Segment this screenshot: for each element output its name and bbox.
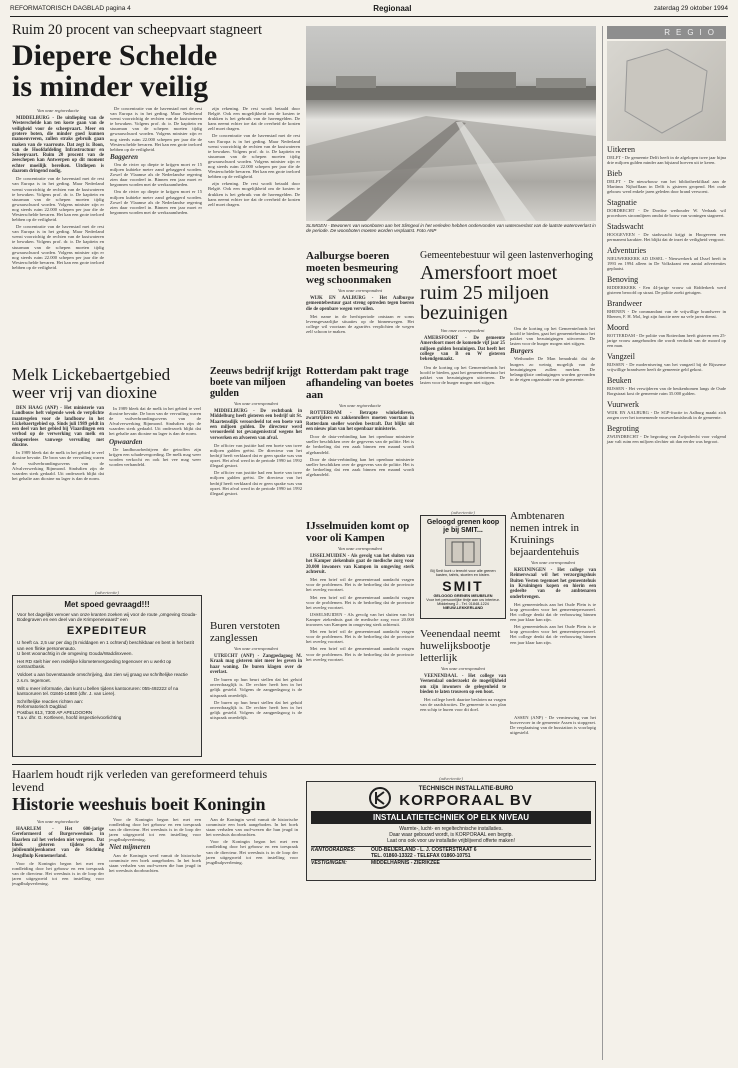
ad-bullet: U heeft ca. 2,5 uur per dag (5 middagen en 1 ochtend) beschikbaar en bent in het bezit van een flinke personenauto.: [17, 640, 194, 651]
ad-text: Daar waar gebouwd wordt, is KORPORAAL een begrip.: [389, 832, 513, 838]
headline: Amersfoort moet ruim 25 miljoen bezuinigen: [420, 262, 558, 324]
ad-contact: Wilt u meer informatie, dan kunt u bellen tijdens kantooruren: 055-492222 of na kantooruren tel. 01846-14860 (dhr. J. van Liere).: [17, 685, 179, 697]
regio-header: REGIO: [607, 26, 726, 39]
ad-tagline: GELOOGD GRENEN MEUBELEN: [433, 593, 493, 598]
headline: Historie weeshuis boeit Koningin: [12, 794, 266, 814]
subhead: Baggeren: [110, 152, 138, 161]
body-text: zijn rekening. De rest wordt betaald door België. Ook een mogelijkheid om de kosten te drukken is het gebruik van de havengelden. De kans neemt echter toe dat de overheid de kosten zelf moet dragen.: [208, 106, 300, 132]
ad-banner: INSTALLATIETECHNIEK OP ELK NIVEAU: [311, 811, 591, 824]
regio-map: [607, 41, 726, 141]
body-text: De officier van justitie had een boete van twee miljoen gulden geëist. De directeur van het bedrijf heeft verklaard dat er geen sprake was van opzet. Het afval werd in de periode 1990 tot 1992 illegaal gestort.: [210, 442, 302, 469]
body-text: Door de data-verbinding kan het openbaar ministerie sneller beschikken over de gegevens van de politie. Het is de bedoeling dat een zaak binnen een maand wordt afgehandeld.: [306, 456, 414, 477]
body-text: Met een brief wil de gemeenteraad aandacht vragen voor de problemen. Het is de bedoeling dat de provincie het overleg voortzet.: [306, 629, 414, 645]
body-text: Voor de Koningin begon het met een rondleiding door het gebouw en een toespraak van de directeur. Het weeshuis is in de loop der jaren uitgegroeid tot een instelling voor jeugdhulpverlening.: [12, 860, 104, 887]
regio-item-text: NIEUWERKERK AD IJSSEL - Nieuwerkerk ad IJssel heeft in 1993 en 1994 alleen in De Volkskrant een aantal advertenties geplaatst.: [607, 256, 726, 271]
regio-item-text: RIJSSEN - De modernisering van het vangzeil bij de Rijssense vrijwillige brandweer heeft de gemeente geld gekost.: [607, 362, 726, 372]
lead: MIDDELBURG - De rechtbank in Middelburg heeft gisteren een bedrijf uit St. Maartensdijk veroordeeld tot een boete van een miljoen gulden. De directeur werd veroordeeld tot gevangenisstraf wegens het verwerken en afvoeren van afval.: [210, 409, 302, 441]
regio-item-head: Beuken: [607, 376, 632, 385]
body-text: IJSSELMUIDEN - Als gevolg van het sluiten van het Kamper ziekenhuis gaat de medische zorg voor 20.000 inwoners van Kampen in omgeving sterk achteruit.: [306, 611, 414, 628]
ad-locations: MIDDELHARNIS - ZIERIKZEE: [371, 860, 440, 866]
article-schelde: [12, 22, 300, 362]
body-text: De officier van justitie had een boete van twee miljoen gulden geëist. De directeur van het bedrijf heeft verklaard dat er geen sprake was van opzet. Het afval werd in de periode 1990 tot 1992 illegaal gestort.: [210, 470, 302, 496]
lead: IJSSELMUIDEN - Als gevolg van het sluiten van het Kamper ziekenhuis gaat de medische zorg voor 20.000 inwoners van Kampen in omgeving sterk achteruit.: [306, 554, 414, 575]
article-ambtenaren: [510, 510, 596, 710]
lead: KRUININGEN - Het college van Reimerswaal wil het verzorgingshuis Buiten Vesten tegemoet het gemeentehuis in Kruiningen kopen en hierin een gedeelte van de ambtenaren onderbrengen.: [510, 568, 596, 600]
article-veenendaal: [420, 628, 506, 760]
article-buren: [210, 620, 302, 760]
ad-field-label: KANTOORADRES:: [311, 847, 356, 853]
article-weeshuis: [12, 768, 302, 1060]
byline: Van onze correspondent: [441, 666, 485, 671]
headline: Zeeuws bedrijf krijgt boete van miljoen gulden: [210, 366, 302, 399]
subhead: Niet mijmeren: [109, 843, 151, 852]
body-text: zijn rekening. De rest wordt betaald door België. Ook een mogelijkheid om de kosten te drukken is het gebruik van de havengelden. De kans neemt echter toe dat de overheid de kosten zelf moet dragen.: [208, 181, 300, 207]
regio-item-text: RIJSSEN - Het verwijderen van de beukenbomen langs de Oude Borgstraat kost de gemeente ruim 35.000 gulden.: [607, 386, 726, 396]
body-text: Voor de Koningin begon het met een rondleiding door het gebouw en een toespraak van de directeur. Het weeshuis is in de loop der jaren uitgegroeid tot een instelling voor jeugdhulpverlening.: [206, 839, 298, 865]
photo-caption: SLIMGEN - Bewoners van woonboten aan het Slimgeul in het verleden hebben ondervonden van wateroverlast van de laatste wateroverlast in de periode. De woonboten moeten worden verplaatst. Foto ANP: [306, 223, 596, 234]
ad-contact: TEL. 01860-13322 - TELEFAX 01860-10751: [371, 853, 471, 859]
body-text: De concentratie van de havenstad met de rest van Europa is in het geding. Maar Nederland wenst voorzichtig de rechten van de kustwateren te bewaken. Volgens prof. dr. ir. De kapitein en stuurman van de schepen moeten tijdig gewaarschuwd worden. Volgens minister zijn er nog steeds ruim 22.000 schepen per jaar die de Westerschelde bevaren. Het kan een grote invloed hebben op de veiligheid.: [110, 106, 202, 152]
body-text: Met name in de herfstperiode ontstaan er soms levensgevaarlijke situaties op de binnenwegen. Het college wil voortaan de agrariërs verplichten de wegen zelf schoon te maken.: [306, 313, 414, 335]
ad-expediteur: [12, 590, 202, 760]
body-text: De buren op hun beurt stellen dat het geluid onverdraaglijk is. De rechter heeft hen in het gelijk gesteld. Volgens de zangpedagoog is de uitspraak onredelijk.: [210, 699, 302, 720]
body-text: In 1989 bleek dat de melk in het gebied te veel dioxine bevatte. De bron van de vervuiling waren de vuilverbrandingsovens van de Afvalverwerking Rijnmond. Sindsdien zijn de waarden sterk gedaald. Uit onderzoek blijkt dat het gehalte aan dioxine nu lager is dan de norm.: [12, 450, 104, 481]
article-amersfoort: [420, 250, 596, 505]
ad-location: NIEUW-LEKKERLAND: [443, 605, 483, 610]
headline-line2: is minder veilig: [12, 70, 209, 103]
kicker: Haarlem houdt rijk verleden van gereformeerd tehuis levend: [12, 768, 268, 794]
ad-title: Met spoed gevraagd!!!: [64, 600, 150, 609]
byline: Van onze correspondent: [440, 328, 485, 333]
regio-item-head: Vangzeil: [607, 352, 635, 361]
regio-item-text: WIJK EN AALBURG - De SGP-fractie in Aalburg maakt zich zorgen over het toenemende vuurwerkmisbruik in de gemeente.: [607, 410, 726, 420]
regio-sidebar: [602, 26, 726, 1060]
ad-bullet: U bent woonachtig in de omgeving Gouda/Waddinxveen.: [17, 650, 133, 656]
regio-item-head: Stadswacht: [607, 222, 644, 231]
regio-item-head: Adventuries: [607, 246, 647, 255]
regio-item-text: RIDDERKERK - Een 44-jarige vrouw uit Ridderkerk werd gisteren beroofd op straat. De politie zoekt getuigen.: [607, 285, 726, 295]
headline: Buren verstoten zanglessen: [210, 620, 280, 644]
subhead: Opwaarden: [109, 437, 143, 446]
regio-item-head: Stagnatie: [607, 198, 637, 207]
body-text: In 1989 bleek dat de melk in het gebied te veel dioxine bevatte. De bron van de vervuiling waren de vuilverbrandingsovens van de Afvalverwerking Rijnmond. Sindsdien zijn de waarden sterk gedaald. Uit onderzoek blijkt dat het gehalte aan dioxine nu lager is dan de norm.: [109, 406, 201, 437]
ad-label: (advertentie): [451, 510, 475, 515]
ad-headline: Geloogd grenen koop je bij SMIT...: [426, 519, 500, 534]
ad-role: EXPEDITEUR: [66, 625, 148, 638]
regio-item-text: ROTTERDAM - De politie van Rotterdam heeft gisteren een 25-jarige vrouw aangehouden die wordt verdacht van de moord op een man.: [607, 333, 726, 348]
body-text: Voor de Koningin begon het met een rondleiding door het gebouw en een toespraak van de directeur. Het weeshuis is in de loop der jaren uitgegroeid tot een instelling voor jeugdhulpverlening.: [109, 817, 201, 843]
headline-line1: Diepere Schelde: [12, 39, 218, 72]
body-text: Wethouder De Man benadrukt dat de burgers zo weinig mogelijk van de bezuinigingen zullen merken. De belangrijkste ombuigingen worden gevonden in de eigen organisatie van de gemeente.: [510, 356, 595, 382]
body-text: Met een brief wil de gemeenteraad aandacht vragen voor de problemen. Het is de bedoeling dat de provincie het overleg voortzet.: [306, 646, 414, 662]
lead: ROTTERDAM - Betrapte winkeldieven, zwartrijders en zakkenrollers moeten voortaan in Rotterdam sneller worden bestraft. Dat blijkt uit een nieuw plan van het openbaar ministerie.: [306, 411, 414, 432]
regio-item-head: Begroting: [607, 424, 639, 433]
article-rotterdam: [306, 365, 414, 515]
masthead-left: REFORMATORISCH DAGBLAD pagina 4: [10, 5, 131, 12]
regio-item-head: Brandweer: [607, 299, 643, 308]
ad-text: Het RD stelt hier een redelijke kilometervergoeding tegenover en u werkt op contractbasis.: [17, 659, 172, 670]
article-zeeuws: [210, 366, 302, 616]
ad-top: TECHNISCH INSTALLATIE-BURO: [418, 786, 514, 792]
body-text: De concentratie van de havenstad met de rest van Europa is in het geding. Maar Nederland wenst voorzichtig de rechten van de kustwateren te bewaken. Volgens prof. dr. ir. De kapitein en stuurman van de schepen moeten tijdig gewaarschuwd worden. Volgens minister zijn er nog steeds ruim 22.000 schepen per jaar die de Westerschelde bevaren. Het kan een grote invloed hebben op de veiligheid.: [12, 176, 104, 223]
article-aalburg: [306, 250, 414, 362]
ad-field-label: VESTIGINGEN:: [311, 860, 347, 866]
regio-item-head: Benoving: [607, 275, 639, 284]
lead: UTRECHT (ANP) - Zangpedagoog M. Kraak mag gisteren niet meer les geven in haar woning. De buren klagen over de overlast.: [210, 654, 302, 675]
body-text: Aan de Koningin werd vanuit de historische commissie een boek aangeboden. In het boek staan verhalen van oud-wezen die hun jeugd in het weeshuis doorbrachten.: [109, 852, 201, 873]
body-text: Door de data-verbinding kan het openbaar ministerie sneller beschikken over de gegevens van de politie. Het is de bedoeling dat een zaak binnen een maand wordt afgehandeld.: [306, 434, 414, 455]
regio-item-head: Bieb: [607, 169, 623, 178]
body-text: De concentratie van de havenstad met de rest van Europa is in het geding. Maar Nederland wenst voorzichtig de rechten van de kustwateren te bewaken. Volgens prof. dr. ir. De kapitein en stuurman van de schepen moeten tijdig gewaarschuwd worden. Volgens minister zijn er nog steeds ruim 22.000 schepen per jaar die de Westerschelde bevaren. Het kan een grote invloed hebben op de veiligheid.: [208, 133, 300, 180]
ad-caption: Bij Smit kunt u terecht voor alle grenen kasten, tafels, stoelen en kisten.: [430, 569, 496, 578]
article-ijsselmuiden: [306, 520, 414, 760]
kicker: Gemeentebestuur wil geen lastenverhoging: [420, 250, 593, 261]
lead: MIDDELBURG - De uitdieping van de Westerschelde kan ten koste gaan van de veiligheid voor de scheepvaart. Meer en grotere boten, die minder goed kunnen manoeuvreren, zullen straks gebruik gaan maken van de vaarroute. Dat zegt ir. Boon, van de Hoofdafdeling Infrastructuur en Scheepvaart. Ruim 20 procent van de zeeschepen kan Antwerpen op dit moment echter moeilijk bereiken. Uitdiepen is daarom dringend nodig.: [12, 116, 104, 175]
byline: Van onze correspondent: [234, 646, 278, 651]
body-text: Aan de Koningin werd vanuit de historische commissie een boek aangeboden. In het boek staan verhalen van oud-wezen die hun jeugd in het weeshuis doorbrachten.: [206, 817, 298, 838]
ad-address: OUD-BEIJERLAND - L. J. COSTERSTRAAT 6: [371, 847, 477, 853]
photo-illustration: [306, 26, 596, 221]
kicker: Ruim 20 procent van scheepvaart stagneert: [12, 22, 263, 38]
headline: Aalburgse boeren moeten besmeuring weg schoonmaken: [306, 250, 398, 286]
body-text: De landbouwbedrijven die getroffen zijn krijgen een schadevergoeding. De melk mag weer worden verkocht en ook het vee mag weer worden verhandeld.: [109, 446, 201, 467]
ad-text: Laat ons ook voor uw installatie vrijblijvend offerte maken!: [387, 838, 515, 844]
ad-address: T.a.v. dhr. G. Kortleven, hoofd inspectie/voorlichting: [17, 714, 122, 720]
regio-item-text: HOOGEVEEN - De stadswacht krijgt in Hoogeveen een permanent karakter. Het blijkt dat de inzet de veiligheid vergroot.: [607, 232, 726, 242]
regio-item-text: RHENEN - De commandant van de vrijwillige brandweer in Rhenen, F. H. Mol, legt zijn functie neer na vele jaren dienst.: [607, 309, 726, 319]
ad-address: Schriftelijke reacties richten aan:: [17, 699, 84, 705]
byline: Van onze correspondent: [338, 546, 382, 551]
body-text: Het gemeentehuis aan het Oude Plein is te krap geworden voor het gemeentepersoneel. Het college denkt dat de verbouwing binnen een jaar klaar kan zijn.: [510, 601, 596, 623]
lead: VEENENDAAL - Het college van Veenendaal onderzoekt de mogelijkheid om zijn inwoners de gelegenheid te bieden te laten trouwen op een boot.: [420, 674, 506, 695]
ad-intro: Voor het dagelijks vervoer van onze kranten zoeken wij voor de route „omgeving Gouda-Bodegraven en een deel van de Krimpenerwaard" een: [17, 612, 197, 623]
headline: IJsselmuiden komt op voor oli Kampen: [306, 520, 410, 544]
subhead: Burgers: [510, 347, 534, 356]
byline: Van onze correspondent: [531, 560, 575, 565]
caption-text: ASSEN (ANP) - De vernieuwing van het busvervoer in de gemeente Assen is stopgezet. De verplaatsing van de busstation is voorlopig uitgesteld.: [510, 715, 596, 736]
brand-name: KORPORAAL BV: [399, 792, 533, 809]
regio-item-head: Moord: [607, 323, 629, 332]
masthead: [10, 5, 728, 15]
regio-item-text: DELFT - De gemeente Delft heeft in de afgelopen twee jaar bijna drie miljoen gulden minder aan bijstand hoeven uit te keren.: [607, 155, 726, 165]
headline: Rotterdam pakt trage afhandeling van boetes aan: [306, 365, 414, 401]
ad-text: Voor het persoonlijke tintje aan uw interieur.: [426, 597, 500, 602]
ad-contact: Middelweg 2 - Tel. 01848-1224: [437, 601, 489, 606]
masthead-date: zaterdag 29 oktober 1994: [653, 5, 728, 12]
byline: Van onze regioredactie: [338, 403, 381, 408]
ad-address: Reformatorisch Dagblad: [17, 704, 67, 710]
regio-item-text: ZWIJNDRECHT - De begroting van Zwijndrecht voor volgend jaar valt ruim een miljoen slechter uit dan eerder was begroot.: [607, 434, 726, 444]
body-text: Om de korting op het Gemeentefonds het hoofd te bieden, gaat het gemeentebestuur het pakket van bezuinigingen uitvoeren. De lasten voor de burger mogen niet stijgen.: [420, 364, 505, 385]
article-assen: [510, 715, 596, 760]
lead: DEN HAAG (ANP) - Het ministerie van Landbouw heft volgende week de verplichte maatregelen voor de landbouw in het Lickebaertgebied op. Sinds juli 1989 geldt in een deel van het gebied bij Vlaardingen een verbod op de verwerking van melk en schapenvlees vanwege vervuiling met dioxine.: [12, 406, 104, 449]
body-text: Om de korting op het Gemeentefonds het hoofd te bieden, gaat het gemeentebestuur het pakket van bezuinigingen uitvoeren. De lasten voor de burger mogen niet stijgen.: [510, 326, 595, 347]
ad-smit: [420, 510, 506, 622]
lead: AMERSFOORT - De gemeente Amersfoort moet de komende vijf jaar 25 miljoen gulden bezuinigen. Dat heeft het college van B en W gisteren bekendgemaakt.: [420, 336, 505, 363]
lead: WIJK EN AALBURG - Het Aalburgse gemeentebestuur gaat streng optreden tegen boeren die de openbare wegen vervuilen.: [306, 296, 414, 312]
section-divider: [12, 764, 596, 765]
korporaal-logo-icon: [369, 787, 391, 809]
body-text: Het college heeft daartoe besloten na vragen van de raadsfracties. De gemeente is van plan een schip te huren voor dit doel.: [420, 697, 506, 713]
body-text: De concentratie van de havenstad met de rest van Europa is in het geding. Maar Nederland wenst voorzichtig de rechten van de kustwateren te bewaken. Volgens prof. dr. ir. De kapitein en stuurman van de schepen moeten tijdig gewaarschuwd worden. Volgens minister zijn er nog steeds ruim 22.000 schepen per jaar die de Westerschelde bevaren. Het kan een grote invloed hebben op de veiligheid.: [12, 224, 104, 270]
ad-korporaal: [306, 776, 596, 1060]
section-title: Regionaal: [373, 5, 412, 13]
ad-label: (advertentie): [439, 776, 463, 781]
brand-name: SMIT: [442, 577, 484, 594]
body-text: De buren op hun beurt stellen dat het geluid onverdraaglijk is. De rechter heeft hen in het gelijk gesteld. Volgens de zangpedagoog is de uitspraak onredelijk.: [210, 677, 302, 698]
ad-text: Warmte-, lucht- en regeltechnische installaties.: [399, 826, 503, 832]
cabinet-image: [445, 538, 481, 566]
byline: Van onze correspondent: [234, 401, 278, 406]
body-text: Om de rivier op diepte te krijgen moet er 15 miljoen kubieke meter zand gebaggerd worden. Zowel de Vlaamse als de Nederlandse regering zien daar voordeel in. Binnen een jaar moet er begonnen worden met de werkzaamheden.: [110, 161, 202, 188]
byline: Van onze correspondent: [338, 288, 382, 293]
article-lickebaert: [12, 366, 202, 566]
headline: Melk Lickebaertgebied weer vrij van dioxine: [12, 366, 171, 402]
body-text: Met een brief wil de gemeenteraad aandacht vragen voor de problemen. Het is de bedoeling dat de provincie het overleg voortzet.: [306, 594, 414, 610]
ad-label: (advertentie): [95, 590, 119, 595]
body-text: Het gemeentehuis aan het Oude Plein is te krap geworden voor het gemeentepersoneel. Het college denkt dat de verbouwing binnen een jaar klaar kan zijn.: [510, 624, 596, 645]
cabinet-icon: [446, 539, 480, 565]
regio-item-text: DELFT - De nieuwbouw van het bibliotheekfiliaal aan de Martinus Nijhofflaan in Delft is gisteren geopend. Het oude gebouw werd enkele jaren geleden door brand verwoest.: [607, 179, 726, 194]
masthead-rule: [10, 16, 728, 17]
regio-item-head: Vuurwerk: [607, 400, 639, 409]
headline: Veenendaal neemt huwelijksbootje letterlijk: [420, 628, 501, 664]
ad-address: Postbus 613, 7300 AP APELDOORN: [17, 709, 93, 715]
regio-item-text: DORDRECHT - De Dordtse wethouder W. Verhaak wil procedures stroomlijnen omdat de bouw van woningen stagneert.: [607, 208, 726, 218]
map-icon: [607, 41, 725, 141]
photo-flood: [306, 26, 596, 221]
body-text: Om de rivier op diepte te krijgen moet er 15 miljoen kubieke meter zand gebaggerd worden. Zowel de Vlaamse als de Nederlandse regering zien daar voordeel in. Binnen een jaar moet er begonnen worden met de werkzaamheden.: [110, 189, 202, 215]
ad-text: Voldoet u aan bovenstaande omschrijving, dan zien wij graag uw schriftelijke reactie z.s.m. tegemoet.: [17, 672, 188, 683]
byline: Van onze regioredactie: [36, 108, 79, 113]
regio-item-head: Uitkeren: [607, 145, 635, 154]
body-text: Met een brief wil de gemeenteraad aandacht vragen voor de problemen. Het is de bedoeling dat de provincie het overleg voortzet.: [306, 577, 414, 593]
lead: HAARLEM - Het 600-jarige Gereformeerd of Burgerweeshuis in Haarlem zal het verleden niet vergeten. Dat bleek gisteren tijdens de jubileumbijeenkomst van de Stichting Jeugdhulp Kennemerland.: [12, 827, 104, 859]
headline: Ambtenaren nemen intrek in Kruinings bejaardentehuis: [510, 510, 580, 558]
byline: Van onze regioredactie: [36, 819, 79, 824]
